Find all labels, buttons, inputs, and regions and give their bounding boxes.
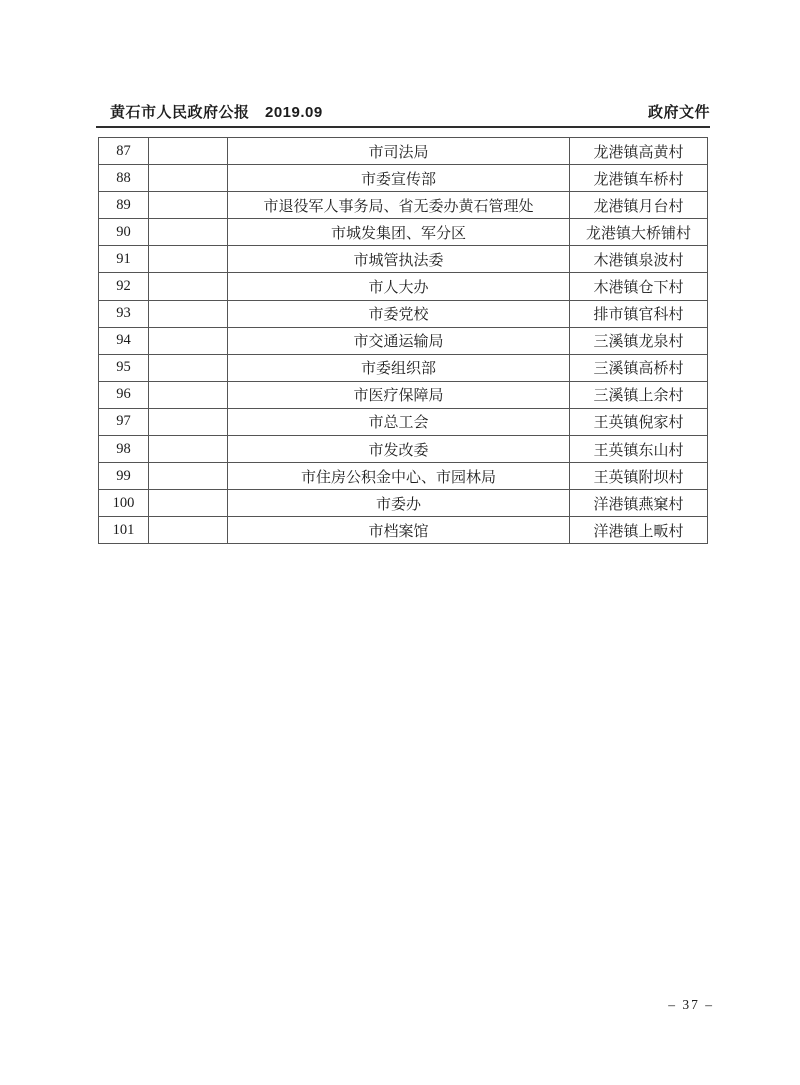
table-body	[99, 138, 708, 544]
page-header	[97, 101, 710, 122]
cell-no: 99	[99, 463, 149, 490]
table-row	[99, 381, 708, 408]
cell-vil: 龙港镇高黄村	[570, 138, 708, 165]
cell-blank	[149, 354, 228, 381]
cell-org: 市委办	[228, 490, 570, 517]
cell-vil: 王英镇东山村	[570, 436, 708, 463]
cell-vil: 王英镇倪家村	[570, 408, 708, 435]
cell-blank	[149, 436, 228, 463]
table-row	[99, 246, 708, 273]
cell-vil: 洋港镇上畈村	[570, 517, 708, 544]
cell-org: 市委组织部	[228, 354, 570, 381]
cell-blank	[149, 192, 228, 219]
cell-blank	[149, 165, 228, 192]
cell-org: 市委党校	[228, 300, 570, 327]
cell-vil: 三溪镇上余村	[570, 381, 708, 408]
assignments-table	[98, 137, 708, 544]
table-row	[99, 490, 708, 517]
cell-no: 96	[99, 381, 149, 408]
cell-vil: 木港镇仓下村	[570, 273, 708, 300]
table-row	[99, 192, 708, 219]
cell-blank	[149, 463, 228, 490]
cell-no: 89	[99, 192, 149, 219]
cell-vil: 三溪镇龙泉村	[570, 327, 708, 354]
cell-org: 市总工会	[228, 408, 570, 435]
cell-vil: 王英镇附坝村	[570, 463, 708, 490]
cell-vil: 三溪镇高桥村	[570, 354, 708, 381]
cell-org: 市城管执法委	[228, 246, 570, 273]
cell-org: 市城发集团、军分区	[228, 219, 570, 246]
cell-org: 市司法局	[228, 138, 570, 165]
cell-no: 98	[99, 436, 149, 463]
cell-vil: 排市镇官科村	[570, 300, 708, 327]
cell-no: 100	[99, 490, 149, 517]
cell-no: 88	[99, 165, 149, 192]
table-row	[99, 138, 708, 165]
cell-org: 市退役军人事务局、省无委办黄石管理处	[228, 192, 570, 219]
cell-org: 市住房公积金中心、市园林局	[228, 463, 570, 490]
table-row	[99, 408, 708, 435]
cell-vil: 龙港镇大桥铺村	[570, 219, 708, 246]
cell-no: 87	[99, 138, 149, 165]
gazette-title: 黄石市人民政府公报 2019.09	[110, 104, 323, 121]
cell-vil: 龙港镇月台村	[570, 192, 708, 219]
cell-blank	[149, 408, 228, 435]
cell-vil: 木港镇泉波村	[570, 246, 708, 273]
table-row	[99, 273, 708, 300]
cell-no: 101	[99, 517, 149, 544]
page-number: – 37 –	[668, 997, 714, 1012]
cell-blank	[149, 138, 228, 165]
table-row	[99, 436, 708, 463]
cell-no: 95	[99, 354, 149, 381]
header-divider	[96, 126, 710, 128]
table-row	[99, 517, 708, 544]
cell-no: 93	[99, 300, 149, 327]
cell-no: 90	[99, 219, 149, 246]
cell-no: 91	[99, 246, 149, 273]
cell-no: 97	[99, 408, 149, 435]
cell-org: 市档案馆	[228, 517, 570, 544]
cell-org: 市医疗保障局	[228, 381, 570, 408]
cell-org: 市发改委	[228, 436, 570, 463]
cell-org: 市人大办	[228, 273, 570, 300]
cell-blank	[149, 490, 228, 517]
cell-no: 94	[99, 327, 149, 354]
cell-no: 92	[99, 273, 149, 300]
section-label: 政府文件	[647, 104, 710, 121]
cell-vil: 龙港镇车桥村	[570, 165, 708, 192]
cell-blank	[149, 300, 228, 327]
cell-blank	[149, 327, 228, 354]
table-row	[99, 219, 708, 246]
cell-blank	[149, 219, 228, 246]
cell-blank	[149, 273, 228, 300]
cell-blank	[149, 381, 228, 408]
table-row	[99, 463, 708, 490]
table-row	[99, 165, 708, 192]
table-row	[99, 354, 708, 381]
cell-vil: 洋港镇燕窠村	[570, 490, 708, 517]
cell-blank	[149, 246, 228, 273]
table-row	[99, 327, 708, 354]
cell-org: 市交通运输局	[228, 327, 570, 354]
cell-org: 市委宣传部	[228, 165, 570, 192]
cell-blank	[149, 517, 228, 544]
table-row	[99, 300, 708, 327]
